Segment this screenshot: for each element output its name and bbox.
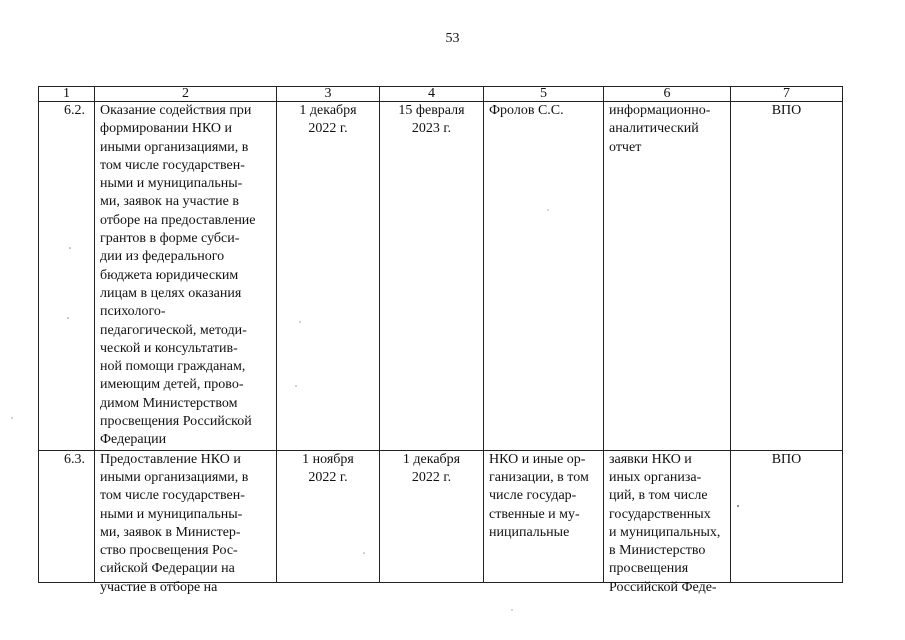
header-cell: 7	[731, 87, 843, 102]
row-number: 6.3.	[39, 450, 95, 582]
header-row	[39, 87, 843, 102]
row-description: Предоставление НКО и иными организациями, в том числе государствен- ными и муниципальны- ми, заявок в Министер- ство просвещения Рос- сийской Федерации на участие в отборе на	[95, 450, 277, 582]
page-number: 53	[445, 31, 460, 46]
header-cell: 6	[604, 87, 731, 102]
row-code: ВПО	[731, 450, 843, 582]
table-row	[39, 102, 843, 451]
row-description: Оказание содействия при формировании НКО и иными организациями, в том числе государствен- ными и муниципальны- ми, заявок на участие в отборе на предоставление грантов в форме субси- дии из федерального бюджета юридическим лицам в целях оказания психолого- педагогической, методи- ческой и консультатив- ной помощи гражданам, имеющим детей, прово- димом Министерством просвещения Российской Федерации	[95, 102, 277, 451]
header-cell: 4	[380, 87, 484, 102]
plan-table	[38, 86, 843, 595]
row-start-date: 1 ноября 2022 г.	[277, 450, 380, 582]
header-cell: 5	[484, 87, 604, 102]
header-cell: 2	[95, 87, 277, 102]
header-cell: 1	[39, 87, 95, 102]
row-result: информационно- аналитический отчет	[604, 102, 731, 451]
row-start-date: 1 декабря 2022 г.	[277, 102, 380, 451]
row-code: ВПО	[731, 102, 843, 451]
row-result: заявки НКО и иных организа- ций, в том числе государственных и муниципальных, в Министерство просвещения Российской Феде-	[604, 450, 731, 582]
table-row	[39, 450, 843, 582]
row-end-date: 1 декабря 2022 г.	[380, 450, 484, 582]
row-end-date: 15 февраля 2023 г.	[380, 102, 484, 451]
row-number: 6.2.	[39, 102, 95, 451]
header-cell: 3	[277, 87, 380, 102]
row-responsible: НКО и иные ор- ганизации, в том числе государ- ственные и му- ниципальные	[484, 450, 604, 582]
row-responsible: Фролов С.С.	[484, 102, 604, 451]
